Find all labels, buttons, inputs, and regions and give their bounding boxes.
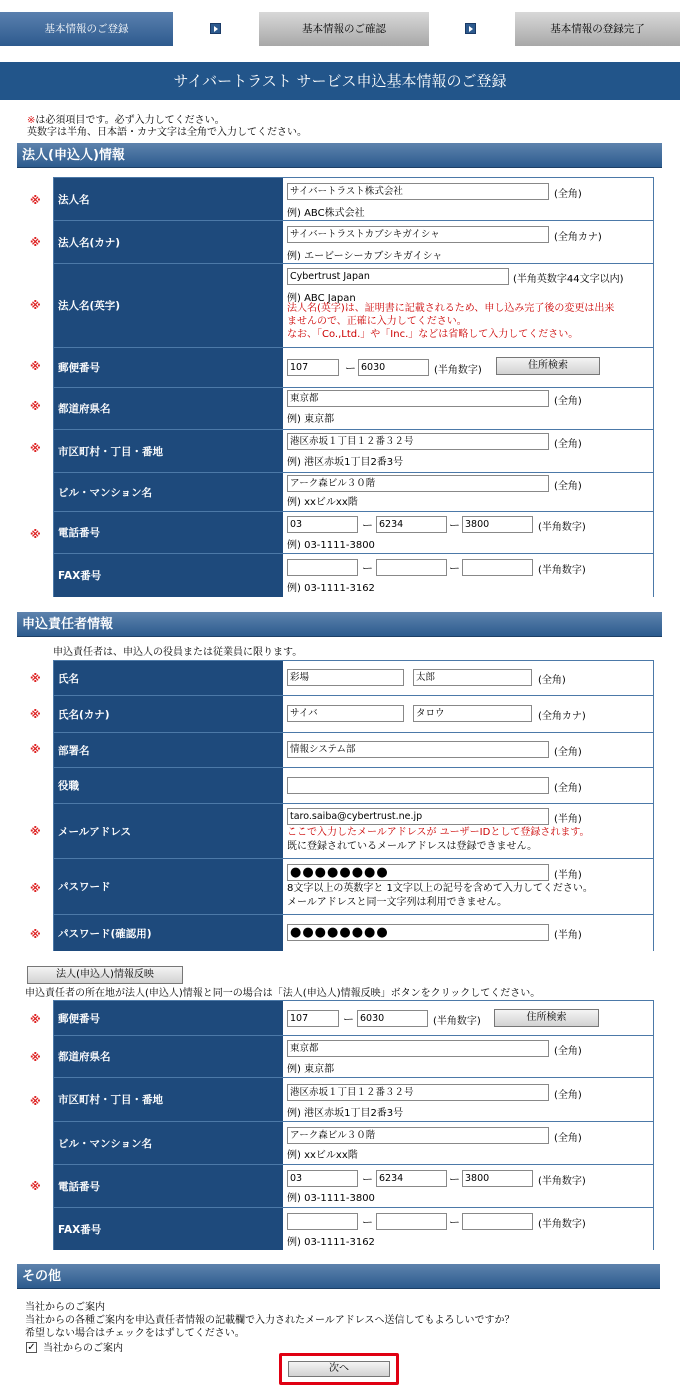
- required-mark: ※: [30, 928, 41, 941]
- example: 例) ABC Japan: [287, 293, 356, 304]
- field-label: パスワード: [54, 859, 283, 914]
- field-label: 都道府県名: [54, 1036, 283, 1077]
- hint: (半角数字): [538, 522, 586, 533]
- next-button-highlight: [279, 1353, 399, 1385]
- password-confirm-row: [54, 915, 653, 951]
- field-label: ビル・マンション名: [54, 473, 283, 511]
- hint: (全角): [554, 396, 582, 407]
- responsible-address-table: [53, 1000, 654, 1250]
- required-mark: ※: [30, 672, 41, 685]
- example: 例) 03-1111-3162: [287, 1237, 375, 1248]
- tel3-input[interactable]: 3800: [462, 1170, 533, 1187]
- page-title: サイバートラスト サービス申込基本情報のご登録: [0, 62, 680, 100]
- field-label: 氏名(カナ): [54, 696, 283, 732]
- job-title-input[interactable]: [287, 777, 549, 794]
- required-note: ※は必須項目です。必ず入力してください。: [27, 115, 225, 126]
- dash: ー: [449, 519, 460, 532]
- required-mark: ※: [30, 1180, 41, 1193]
- tel1-input[interactable]: 03: [287, 516, 358, 533]
- corp-kana-input[interactable]: サイバートラストカブシキガイシャ: [287, 226, 549, 243]
- required-mark: ※: [27, 115, 36, 126]
- newsletter-checkbox-label: 当社からのご案内: [43, 1343, 123, 1354]
- hint: (半角): [554, 814, 582, 825]
- required-mark: ※: [30, 743, 41, 756]
- field-label: 電話番号: [54, 512, 283, 553]
- resp-pref-row: [54, 1036, 653, 1078]
- dash: ー: [343, 1013, 354, 1026]
- field-label: 法人名(カナ): [54, 221, 283, 263]
- section-header-corp: 法人(申込人)情報: [17, 143, 662, 168]
- fax1-input[interactable]: [287, 559, 358, 576]
- dash: ー: [449, 562, 460, 575]
- corp-bldg-row: [54, 473, 653, 512]
- hint: (全角): [554, 1133, 582, 1144]
- hint: (全角): [554, 783, 582, 794]
- tel2-input[interactable]: 6234: [376, 516, 447, 533]
- fax2-input[interactable]: [376, 559, 447, 576]
- hint: (全角カナ): [554, 232, 602, 243]
- address-search-button[interactable]: 住所検索: [494, 1009, 599, 1027]
- step-arrow-icon: [465, 23, 476, 34]
- step-1-current: 基本情報のご登録: [0, 12, 173, 46]
- name-row: [54, 661, 653, 696]
- email-input[interactable]: taro.saiba@cybertrust.ne.jp: [287, 808, 549, 825]
- hint: (全角): [554, 1046, 582, 1057]
- hint: (半角数字): [538, 1219, 586, 1230]
- example: 例) 03-1111-3800: [287, 1193, 375, 1204]
- hint: (半角数字): [538, 1176, 586, 1187]
- hint: (全角): [554, 747, 582, 758]
- department-input[interactable]: 情報システム部: [287, 741, 549, 758]
- required-mark: ※: [30, 236, 41, 249]
- example: 例) 東京都: [287, 1064, 335, 1075]
- field-label: 電話番号: [54, 1165, 283, 1207]
- section-header-responsible: 申込責任者情報: [17, 612, 662, 637]
- corp-kana-row: [54, 221, 653, 264]
- field-label: ビル・マンション名: [54, 1122, 283, 1164]
- field-label: 市区町村・丁目・番地: [54, 1078, 283, 1121]
- warning-text: なお、「Co.,Ltd.」や「Inc.」などは省略して入力してください。: [287, 329, 579, 340]
- step-arrow-icon: [210, 23, 221, 34]
- required-mark: ※: [30, 400, 41, 413]
- example: 例) xxビルxx階: [287, 1150, 358, 1161]
- field-label: 法人名(英字): [54, 264, 283, 347]
- section-header-other: その他: [17, 1264, 660, 1289]
- first-name-kana-input[interactable]: タロウ: [413, 705, 532, 722]
- corp-city-row: [54, 430, 653, 473]
- first-name-input[interactable]: 太郎: [413, 669, 532, 686]
- field-label: 役職: [54, 768, 283, 803]
- warning-text: ここで入力したメールアドレスが ユーザーIDとして登録されます。: [287, 827, 590, 838]
- hint: (全角): [554, 481, 582, 492]
- fax2-input[interactable]: [376, 1213, 447, 1230]
- field-label: FAX番号: [54, 554, 283, 597]
- resp-bldg-row: [54, 1122, 653, 1165]
- zip2-input[interactable]: 6030: [358, 359, 429, 376]
- other-line: 希望しない場合はチェックをはずしてください。: [25, 1328, 245, 1339]
- hint: (全角): [554, 1090, 582, 1101]
- email-row: [54, 804, 653, 859]
- zip2-input[interactable]: 6030: [357, 1010, 428, 1027]
- step-3: 基本情報の登録完了: [515, 12, 680, 46]
- hint: (全角): [554, 189, 582, 200]
- building-input[interactable]: アーク森ビル３０階: [287, 1127, 549, 1144]
- example: 例) ABC株式会社: [287, 208, 365, 219]
- corp-info-table: [53, 177, 654, 597]
- tel2-input[interactable]: 6234: [376, 1170, 447, 1187]
- field-label: 郵便番号: [54, 1001, 283, 1035]
- last-name-input[interactable]: 彩場: [287, 669, 404, 686]
- password-confirm-input[interactable]: ●●●●●●●●: [287, 924, 549, 941]
- password-input[interactable]: ●●●●●●●●: [287, 864, 549, 881]
- corp-name-row: [54, 178, 653, 221]
- required-mark: ※: [30, 882, 41, 895]
- required-mark: ※: [30, 442, 41, 455]
- city-input[interactable]: 港区赤坂１丁目１２番３２号: [287, 433, 549, 450]
- dash: ー: [449, 1173, 460, 1186]
- reflect-instruction: 申込責任者の所在地が法人(申込人)情報と同一の場合は「法人(申込人)情報反映」ボタンをクリックしてください。: [25, 988, 541, 999]
- hint: (半角数字): [538, 565, 586, 576]
- password-row: [54, 859, 653, 915]
- warning-text: 法人名(英字)は、証明書に記載されるため、申し込み完了後の変更は出来: [287, 303, 615, 314]
- hint: (全角): [554, 439, 582, 450]
- example: 例) 港区赤坂1丁目2番3号: [287, 457, 404, 468]
- hint: (半角英数字44文字以内): [513, 274, 624, 285]
- resp-fax-row: [54, 1208, 653, 1250]
- corp-tel-row: [54, 512, 653, 554]
- pref-input[interactable]: 東京都: [287, 390, 549, 407]
- dash: ー: [449, 1216, 460, 1229]
- field-label: 部署名: [54, 733, 283, 767]
- field-label: 市区町村・丁目・番地: [54, 430, 283, 472]
- tel1-input[interactable]: 03: [287, 1170, 358, 1187]
- field-label: 郵便番号: [54, 348, 283, 387]
- charset-note: 英数字は半角、日本語・カナ文字は全角で入力してください。: [27, 127, 307, 138]
- newsletter-checkbox[interactable]: ✓: [27, 1342, 36, 1353]
- zip1-input[interactable]: 107: [287, 1010, 339, 1027]
- required-mark: ※: [30, 825, 41, 838]
- password-note: メールアドレスと同一文字列は利用できません。: [287, 897, 508, 908]
- field-label: 氏名: [54, 661, 283, 695]
- example: 例) エービーシーカブシキガイシャ: [287, 251, 443, 262]
- warning-text: ませんので、正確に入力してください。: [287, 316, 467, 327]
- hint: (半角数字): [434, 365, 482, 376]
- last-name-kana-input[interactable]: サイバ: [287, 705, 404, 722]
- example: 例) 03-1111-3162: [287, 583, 375, 594]
- example: 例) 東京都: [287, 414, 335, 425]
- hint: (全角カナ): [538, 711, 586, 722]
- required-mark: ※: [30, 1095, 41, 1108]
- resp-zip-row: [54, 1001, 653, 1036]
- required-mark: ※: [30, 194, 41, 207]
- dept-row: [54, 733, 653, 768]
- other-line: 当社からのご案内: [25, 1302, 105, 1313]
- building-input[interactable]: アーク森ビル３０階: [287, 475, 549, 492]
- address-search-button[interactable]: 住所検索: [496, 357, 600, 375]
- dash: ー: [345, 362, 356, 375]
- responsible-info-table: [53, 660, 654, 951]
- hint: (半角数字): [433, 1016, 481, 1027]
- hint: (半角): [554, 870, 582, 881]
- reflect-corp-info-button[interactable]: 法人(申込人)情報反映: [27, 966, 183, 984]
- field-label: FAX番号: [54, 1208, 283, 1250]
- dash: ー: [362, 1216, 373, 1229]
- corp-name-input[interactable]: サイバートラスト株式会社: [287, 183, 549, 200]
- email-note: 既に登録されているメールアドレスは登録できません。: [287, 841, 538, 852]
- tel3-input[interactable]: 3800: [462, 516, 533, 533]
- pref-input[interactable]: 東京都: [287, 1040, 549, 1057]
- dash: ー: [362, 1173, 373, 1186]
- fax3-input[interactable]: [462, 559, 533, 576]
- resp-tel-row: [54, 1165, 653, 1208]
- example: 例) xxビルxx階: [287, 497, 358, 508]
- dash: ー: [362, 562, 373, 575]
- fax3-input[interactable]: [462, 1213, 533, 1230]
- other-line: 当社からの各種ご案内を申込責任者情報の記載欄で入力されたメールアドレスへ送信してもよろしいですか？: [25, 1315, 515, 1326]
- hint: (半角): [554, 930, 582, 941]
- corp-fax-row: [54, 554, 653, 597]
- hint: (全角): [538, 675, 566, 686]
- city-input[interactable]: 港区赤坂１丁目１２番３２号: [287, 1084, 549, 1101]
- fax1-input[interactable]: [287, 1213, 358, 1230]
- responsible-intro: 申込責任者は、申込人の役員または従業員に限ります。: [53, 647, 303, 658]
- dash: ー: [362, 519, 373, 532]
- password-note: 8文字以上の英数字と 1文字以上の記号を含めて入力してください。: [287, 883, 593, 894]
- field-label: 法人名: [54, 178, 283, 220]
- corp-en-input[interactable]: Cybertrust Japan: [287, 268, 509, 285]
- required-mark: ※: [30, 528, 41, 541]
- next-button[interactable]: 次へ: [288, 1361, 390, 1377]
- corp-pref-row: [54, 388, 653, 430]
- corp-en-row: [54, 264, 653, 348]
- zip1-input[interactable]: 107: [287, 359, 339, 376]
- corp-zip-row: [54, 348, 653, 388]
- step-progress: [0, 12, 680, 46]
- example: 例) 03-1111-3800: [287, 540, 375, 551]
- required-mark: ※: [30, 1013, 41, 1026]
- required-mark: ※: [30, 1051, 41, 1064]
- resp-city-row: [54, 1078, 653, 1122]
- field-label: メールアドレス: [54, 804, 283, 858]
- field-label: 都道府県名: [54, 388, 283, 429]
- name-kana-row: [54, 696, 653, 733]
- example: 例) 港区赤坂1丁目2番3号: [287, 1108, 404, 1119]
- field-label: パスワード(確認用): [54, 915, 283, 951]
- required-mark: ※: [30, 708, 41, 721]
- required-mark: ※: [30, 299, 41, 312]
- job-title-row: [54, 768, 653, 804]
- step-2: 基本情報のご確認: [259, 12, 429, 46]
- required-mark: ※: [30, 360, 41, 373]
